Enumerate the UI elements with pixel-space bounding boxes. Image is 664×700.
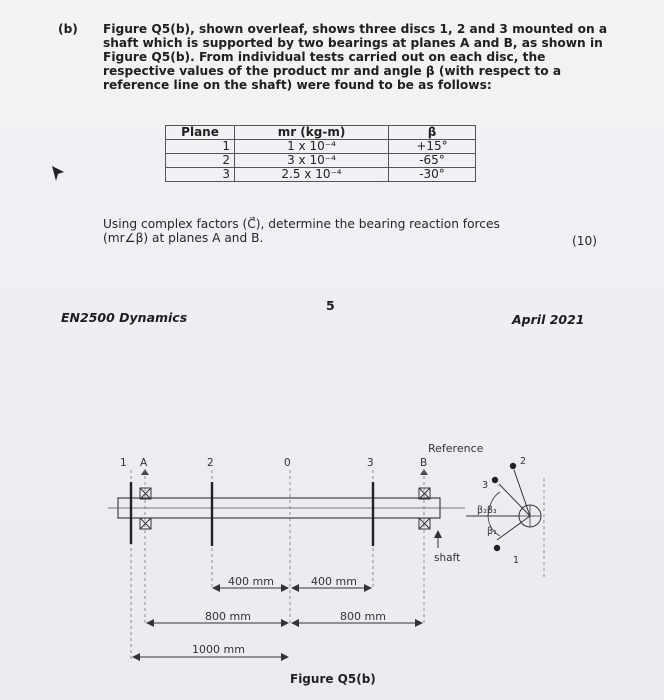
dim-800-right: 800 mm [340, 610, 386, 623]
table-header-cell: mr (kg-m) [235, 126, 389, 140]
table-cell: 1 x 10⁻⁴ [235, 140, 389, 154]
table-cell: -65° [389, 154, 476, 168]
plane-label-0: 0 [284, 457, 291, 469]
bearing-A [140, 488, 151, 529]
end-view-label-3: 3 [482, 480, 489, 491]
plane-label-1: 1 [120, 457, 127, 469]
table-header-cell: β [389, 126, 476, 140]
plane-label-B: B [420, 457, 428, 469]
course-header: EN2500 Dynamics [61, 310, 188, 325]
plane-label-A: A [140, 457, 148, 469]
table-cell: 3 x 10⁻⁴ [235, 154, 389, 168]
table-cell: -30° [389, 168, 476, 182]
table-cell: +15° [389, 140, 476, 154]
dim-400-right: 400 mm [311, 575, 357, 588]
marks-label: (10) [572, 234, 598, 248]
question-line-4: respective values of the product mr and angle β (with respect to a [103, 64, 562, 78]
page-number: 5 [326, 298, 335, 313]
dim-400-left: 400 mm [228, 575, 274, 588]
shaft-label: shaft [434, 552, 461, 564]
question-line-1: Figure Q5(b), shown overleaf, shows three discs 1, 2 and 3 mounted on a [103, 22, 608, 36]
instruction-line-1: Using complex factors (C⃗), determine the bearing reaction forces [103, 217, 500, 231]
instruction-line-2: (mr∠β) at planes A and B. [103, 231, 264, 245]
table-header-cell: Plane [166, 126, 235, 140]
end-view-label-1: 1 [513, 555, 520, 566]
reference-label: Reference [428, 442, 484, 455]
table-cell: 2 [166, 154, 235, 168]
plane-label-3: 3 [367, 457, 374, 469]
plane-label-2: 2 [207, 457, 214, 469]
question-line-5: reference line on the shaft) were found to be as follows: [103, 78, 492, 92]
date-header: April 2021 [512, 312, 585, 327]
table-cell: 1 [166, 140, 235, 154]
figure-caption: Figure Q5(b) [290, 672, 376, 686]
beta-label-2-3: β₂β₃ [477, 505, 497, 516]
dim-1000: 1000 mm [192, 643, 245, 656]
table-cell: 2.5 x 10⁻⁴ [235, 168, 389, 182]
table-cell: 3 [166, 168, 235, 182]
beta-label-1: β₁ [487, 526, 497, 537]
question-line-3: Figure Q5(b). From individual tests carried out on each disc, the [103, 50, 546, 64]
bearing-B [419, 488, 430, 529]
dim-800-left: 800 mm [205, 610, 251, 623]
end-view-label-2: 2 [520, 456, 527, 467]
part-label: (b) [58, 22, 78, 36]
question-line-2: shaft which is supported by two bearings at planes A and B, as shown in [103, 36, 603, 50]
